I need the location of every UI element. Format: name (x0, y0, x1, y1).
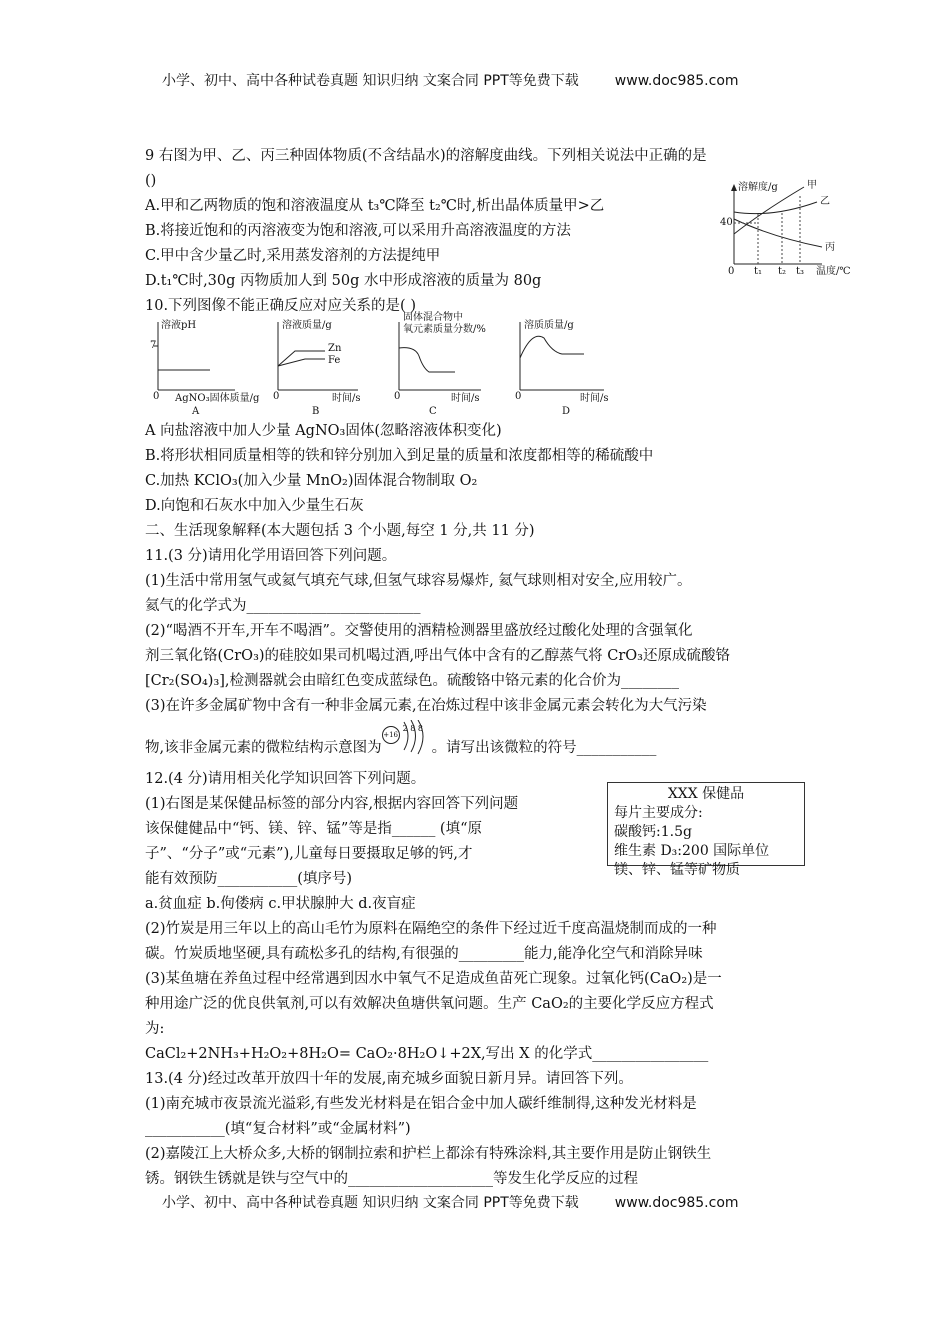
graph-d-ylabel: 溶质质量/g (524, 320, 574, 331)
q11-line: 11.(3 分)请用化学用语回答下列问题。 (145, 548, 397, 564)
q9-option-a: A.甲和乙两物质的饱和溶液温度从 t₃℃降至 t₂℃时,析出晶体质量甲>乙 (145, 198, 605, 214)
origin-label: 0 (728, 266, 735, 277)
q11-line: 剂三氧化铬(CrO₃)的硅胶如果司机喝过酒,呼出气体中含有的乙醇蒸气将 CrO₃还原成硫酸铬 (145, 648, 730, 664)
graph-a-ytick: 7 (150, 340, 157, 351)
graph-d (512, 318, 612, 418)
graph-b (270, 318, 370, 418)
graph-c-ylabel-1: 固体混合物中 (403, 312, 463, 323)
q12-line: 种用途广泛的优良供氧剂,可以有效解决鱼塘供氧问题。生产 CaO₂的主要化学反应方程式 (145, 996, 714, 1012)
q12-line: 子”、“分子”或“元素”),儿童每日要摄取足够的钙,才 (145, 846, 473, 862)
graph-a-xlabel: AgNO₃固体质量/g (175, 393, 260, 404)
q10-option-b: B.将形状相同质量相等的铁和锌分别加入到足量的质量和浓度都相等的稀硫酸中 (145, 448, 654, 464)
section-2-heading: 二、生活现象解释(本大题包括 3 个小题,每空 1 分,共 11 分) (145, 523, 535, 539)
y-tick-40: 40 (720, 217, 733, 228)
header-text: 小学、初中、高中各种试卷真题 知识归纳 文案合同 PPT等免费下载 (162, 73, 579, 89)
q12-equation: CaCl₂+2NH₃+H₂O₂+8H₂O= CaO₂·8H₂O↓+2X,写出 X 的化学式________________ (145, 1046, 709, 1062)
q11-line: (1)生活中常用氢气或氦气填充气球,但氢气球容易爆炸, 氦气球则相对安全,应用较广。 (145, 573, 692, 589)
graph-a-letter: A (192, 406, 200, 417)
q12-line: 碳。竹炭质地坚硬,具有疏松多孔的结构,有很强的_________能力,能净化空气和消除异味 (145, 946, 703, 962)
q9-option-b: B.将接近饱和的丙溶液变为饱和溶液,可以采用升高溶液温度的方法 (145, 223, 571, 239)
q9-stem: 9 右图为甲、乙、丙三种固体物质(不含结晶水)的溶解度曲线。下列相关说法中正确的是 (145, 148, 707, 164)
graph-d-xlabel: 时间/s (580, 393, 609, 404)
graph-a-ylabel: 溶液pH (161, 320, 197, 331)
atom-shells: 2 8 8 (402, 724, 423, 733)
q11-last-text: 物,该非金属元素的微粒结构示意图为 (145, 740, 382, 756)
q10-option-c: C.加热 KClO₃(加入少量 MnO₂)固体混合物制取 O₂ (145, 473, 478, 489)
q10-option-d: D.向饱和石灰水中加入少量生石灰 (145, 498, 364, 514)
graph-c-origin: 0 (394, 391, 401, 402)
q13-line: 锈。钢铁生锈就是铁与空气中的____________________等发生化学反应的过程 (145, 1171, 638, 1187)
atom-nucleus: +16 (382, 726, 400, 744)
q12-line: (3)某鱼塘在养鱼过程中经常遇到因水中氧气不足造成鱼苗死亡现象。过氧化钙(CaO₂)是一 (145, 971, 722, 987)
graph-b-series-fe: Fe (328, 355, 341, 366)
graph-c-letter: C (429, 406, 437, 417)
curve-jia (734, 187, 804, 234)
label-line: 维生素 D₃:200 国际单位 (614, 843, 770, 859)
graph-d-origin: 0 (515, 391, 522, 402)
q13-line: 13.(4 分)经过改革开放四十年的发展,南充城乡面貌日新月异。请回答下列。 (145, 1071, 633, 1087)
x-tick-t1: t₁ (754, 266, 763, 277)
q11-last-text-2: 。请写出该微粒的符号___________ (431, 740, 657, 756)
footer-text: 小学、初中、高中各种试卷真题 知识归纳 文案合同 PPT等免费下载 (162, 1195, 579, 1211)
q11-line: (3)在许多金属矿物中含有一种非金属元素,在冶炼过程中该非金属元素会转化为大气污染 (145, 698, 707, 714)
q10-option-a: A 向盐溶液中加人少量 AgNO₃固体(忽略溶液体积变化) (145, 423, 502, 439)
curve-yi (734, 202, 817, 214)
q11-line: [Cr₂(SO₄)₃],检测器就会由暗红色变成蓝绿色。硫酸铬中铬元素的化合价为________ (145, 673, 680, 689)
label-line: 每片主要成分: (614, 805, 703, 821)
x-tick-t3: t₃ (796, 266, 805, 277)
graph-b-series-zn: Zn (328, 343, 342, 354)
q9-option-c: C.甲中含少量乙时,采用蒸发溶剂的方法提纯甲 (145, 248, 441, 264)
q9-option-d: D.t₁℃时,30g 丙物质加人到 50g 水中形成溶液的质量为 80g (145, 273, 542, 289)
supplement-label-box (607, 782, 805, 878)
curve-label-yi: 乙 (820, 196, 830, 207)
graph-d-letter: D (562, 406, 571, 417)
graph-b-origin: 0 (273, 391, 280, 402)
q9-answer-paren: () (145, 173, 157, 189)
header-url: www.doc985.com (614, 73, 739, 89)
graph-c-ylabel-2: 氧元素质量分数/% (403, 324, 486, 335)
graph-a (150, 318, 260, 418)
q12-line: (2)竹炭是用三年以上的高山毛竹为原料在隔绝空的条件下经过近千度高温烧制而成的一种 (145, 921, 717, 937)
graph-b-xlabel: 时间/s (332, 393, 361, 404)
q12-line: 12.(4 分)请用相关化学知识回答下列问题。 (145, 771, 426, 787)
curve-label-jia: 甲 (807, 180, 817, 191)
label-line: 镁、锌、锰等矿物质 (614, 862, 740, 878)
curve-label-bing: 丙 (825, 242, 835, 253)
y-axis-label: 溶解度/g (738, 182, 778, 193)
footer-url: www.doc985.com (614, 1195, 739, 1211)
graph-c-xlabel: 时间/s (451, 393, 480, 404)
x-axis-label: 温度/℃ (816, 266, 851, 277)
q13-line: (1)南充城市夜景流光溢彩,有些发光材料是在铝合金中加人碳纤维制得,这种发光材料是 (145, 1096, 697, 1112)
q12-line: 为: (145, 1021, 165, 1037)
q12-line: (1)右图是某保健品标签的部分内容,根据内容回答下列问题 (145, 796, 519, 812)
label-line: 碳酸钙:1.5g (614, 824, 692, 840)
graph-b-ylabel: 溶液质量/g (282, 320, 332, 331)
graph-b-letter: B (312, 406, 320, 417)
graph-c (393, 312, 493, 418)
q11-line: (2)“喝酒不开车,开车不喝酒”。交警使用的酒精检测器里盛放经过酸化处理的含强氧化 (145, 623, 693, 639)
q12-line: 该保健健品中“钙、镁、锌、锰”等是指______ (填“原 (145, 821, 483, 837)
q12-choices: a.贫血症 b.佝偻病 c.甲状腺肿大 d.夜盲症 (145, 896, 416, 912)
q12-line: 能有效预防___________(填序号) (145, 871, 353, 887)
q13-line: (2)嘉陵江上大桥众多,大桥的钢制拉索和护栏上都涂有特殊涂料,其主要作用是防止钢铁生 (145, 1146, 712, 1162)
label-title: XXX 保健品 (667, 786, 745, 802)
q11-last-line (145, 724, 657, 758)
solubility-curve-figure (722, 182, 852, 282)
q10-stem: 10.下列图像不能正确反应对应关系的是( ) (145, 298, 416, 314)
page-header (162, 70, 739, 90)
atom-structure-diagram (382, 724, 432, 758)
graph-a-origin: 0 (153, 391, 160, 402)
page-footer (162, 1192, 739, 1212)
q13-line: ___________(填“复合材料”或“金属材料”) (145, 1121, 411, 1137)
q11-line: 氦气的化学式为________________________ (145, 598, 421, 614)
x-tick-t2: t₂ (778, 266, 787, 277)
